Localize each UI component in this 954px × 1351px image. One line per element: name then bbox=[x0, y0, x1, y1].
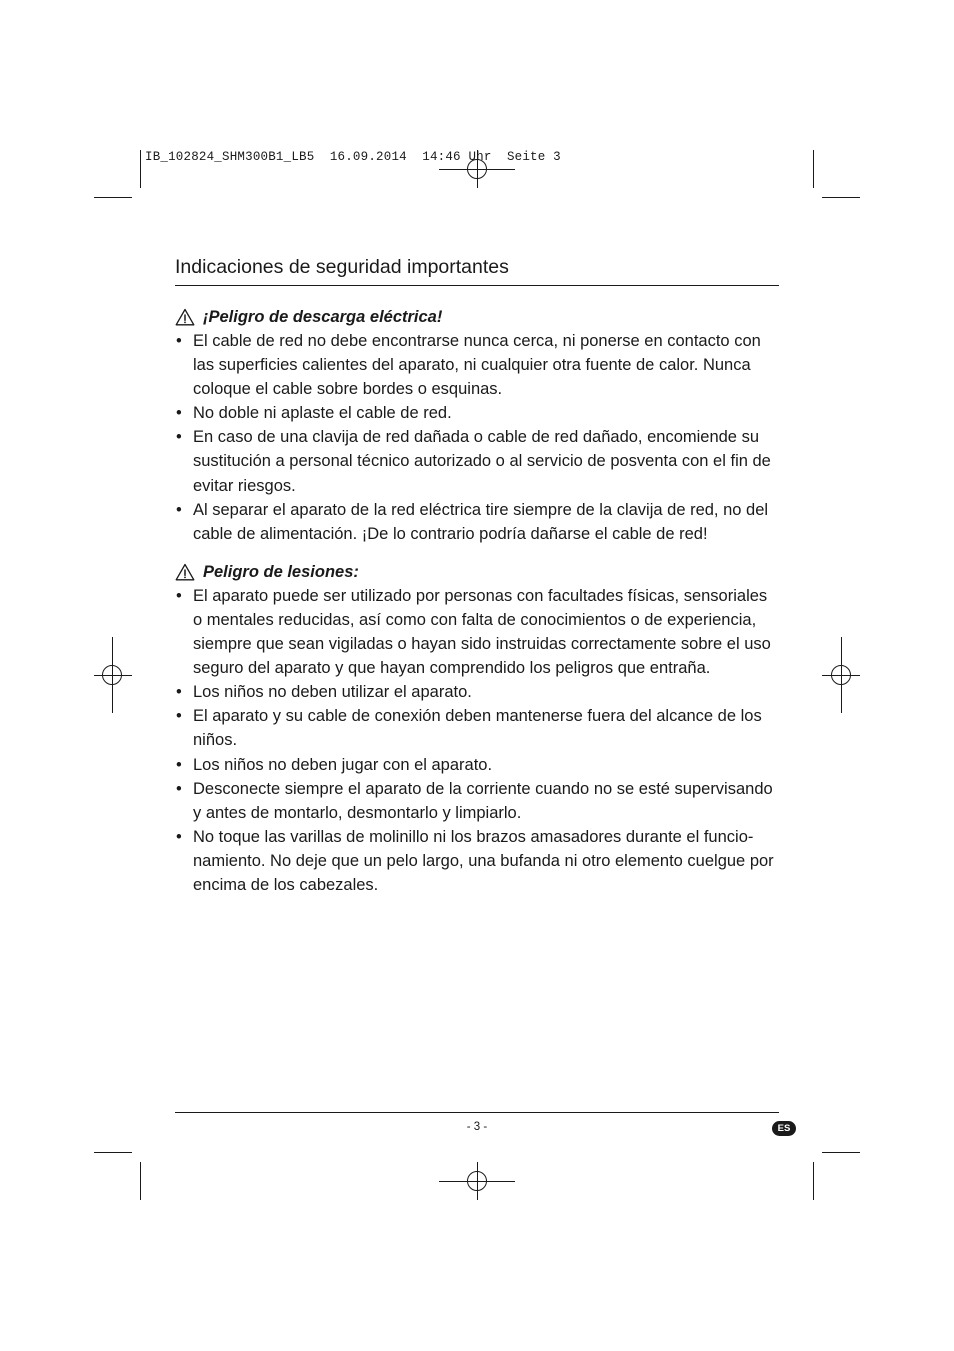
safety-section bbox=[175, 560, 779, 897]
language-badge: ES bbox=[772, 1121, 796, 1136]
bullet-glyph: • bbox=[176, 332, 182, 350]
list-item bbox=[175, 498, 779, 546]
list-item-text: Desconecte siempre el aparato de la corriente cuando no se esté supervisando y antes de montarlo, desmontarlo y limpiarlo. bbox=[193, 779, 773, 822]
list-item bbox=[175, 425, 779, 497]
bullet-glyph: • bbox=[176, 500, 182, 519]
print-slug: IB_102824_SHM300B1_LB5 16.09.2014 14:46 Uhr Seite 3 bbox=[145, 150, 561, 164]
bullet-glyph: • bbox=[176, 755, 182, 774]
crop-mark bbox=[94, 197, 132, 198]
bullet-list bbox=[175, 329, 779, 546]
list-item-text: No toque las varillas de molinillo ni los brazos amasadores durante el funcio-namiento. No deje que un pelo largo, una bufanda ni otro elemento cuelgue por encima de los cabezales. bbox=[193, 827, 774, 894]
list-item-text: Al separar el aparato de la red eléctrica tire siempre de la clavija de red, no del cable de alimentación. ¡De lo contrario podría dañarse el cable de red! bbox=[193, 500, 769, 543]
list-item bbox=[175, 825, 779, 897]
crop-mark bbox=[813, 150, 814, 188]
crop-mark bbox=[822, 197, 860, 198]
page-content bbox=[175, 254, 779, 897]
safety-sections bbox=[175, 305, 779, 897]
footer-divider bbox=[175, 1112, 779, 1113]
list-item bbox=[175, 777, 779, 825]
bullet-glyph: • bbox=[176, 586, 182, 605]
bullet-glyph: • bbox=[176, 683, 182, 702]
bullet-glyph: • bbox=[176, 779, 182, 798]
list-item bbox=[175, 704, 779, 752]
crop-mark bbox=[813, 1162, 814, 1200]
bullet-glyph: • bbox=[176, 428, 182, 447]
list-item-text: No doble ni aplaste el cable de red. bbox=[193, 404, 452, 423]
list-item bbox=[175, 401, 779, 425]
section-heading bbox=[175, 305, 779, 329]
page-title: Indicaciones de seguridad importantes bbox=[175, 254, 779, 286]
warning-triangle-icon bbox=[175, 308, 195, 326]
list-item-text: El aparato puede ser utilizado por personas con facultades físicas, sensoriales o mentales reducidas, así como con falta de conocimientos o de experiencia, siempre que sean vigiladas o hayan sido instruidas correctamente sobre el uso seguro del aparato y que hayan comprendido los peligros que entraña. bbox=[193, 586, 771, 678]
list-item bbox=[175, 329, 779, 401]
list-item bbox=[175, 753, 779, 777]
warning-triangle-icon bbox=[175, 563, 195, 581]
crop-mark bbox=[140, 150, 141, 188]
section-heading-text: ¡Peligro de descarga eléctrica! bbox=[203, 308, 443, 326]
list-item-text: Los niños no deben jugar con el aparato. bbox=[193, 755, 493, 774]
bullet-list bbox=[175, 584, 779, 897]
crop-mark bbox=[140, 1162, 141, 1200]
crop-mark bbox=[822, 1152, 860, 1153]
page-number: - 3 - bbox=[466, 1121, 488, 1133]
list-item-text: El aparato y su cable de conexión deben mantenerse fuera del alcance de los niños. bbox=[193, 707, 762, 750]
list-item bbox=[175, 584, 779, 680]
bullet-glyph: • bbox=[176, 707, 182, 726]
list-item bbox=[175, 680, 779, 704]
bullet-glyph: • bbox=[176, 827, 182, 846]
safety-section bbox=[175, 305, 779, 546]
crop-mark bbox=[94, 1152, 132, 1153]
list-item-text: El cable de red no debe encontrarse nunca cerca, ni ponerse en contacto con las superficies calientes del aparato, ni cualquier otra fuente de calor. Nunca coloque el cable sobre bordes o esquinas. bbox=[193, 332, 761, 399]
bullet-glyph: • bbox=[176, 404, 182, 423]
section-heading bbox=[175, 560, 779, 584]
list-item-text: Los niños no deben utilizar el aparato. bbox=[193, 683, 472, 702]
section-heading-text: Peligro de lesiones: bbox=[203, 562, 359, 581]
list-item-text: En caso de una clavija de red dañada o cable de red dañado, encomiende su sustitución a personal técnico autorizado o al servicio de posventa con el fin de evitar riesgos. bbox=[193, 428, 771, 495]
